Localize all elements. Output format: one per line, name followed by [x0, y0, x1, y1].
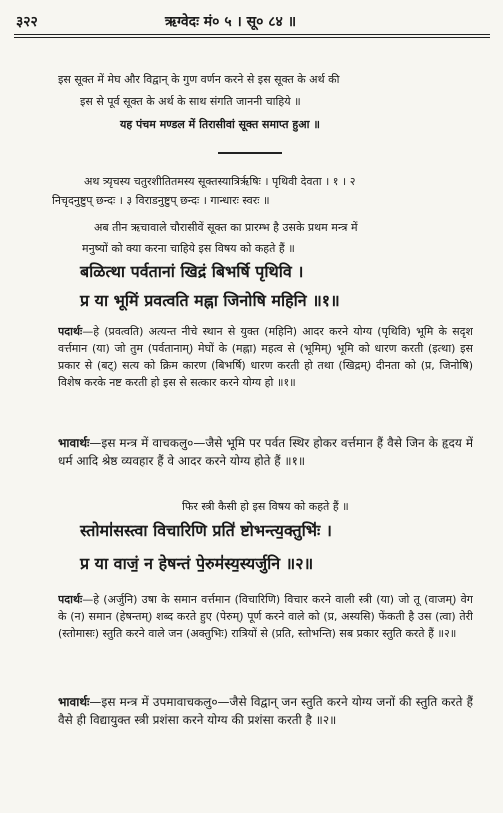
verse-1-line-1: बळित्था पर्वतानां खिद्रं बिभर्षि पृथिवि । — [80, 262, 304, 281]
mantra-header-line-2: निचृदनुष्टुप् छन्दः । ३ विराडनुष्टुप् छन्दः । गान्धारः स्वरः ॥ — [52, 194, 270, 207]
section-divider — [218, 152, 282, 154]
header-rule-bottom — [14, 37, 490, 38]
sukta-end-note: यह पंचम मण्डल में तिरासीवां सूक्त समाप्त हुआ ॥ — [120, 118, 320, 131]
verse-2-line-2: प्र या वाजं॒ न हेषन्तं पे॒रुम॑स्य॒स्यर्जुनि ॥२॥ — [80, 554, 314, 573]
intro-line-2: इस से पूर्व सूक्त के अर्थ के साथ संगति जाननी चाहिये ॥ — [80, 95, 301, 108]
header-rule-top — [14, 34, 490, 35]
prelude-line-1: अब तीन ऋचावाले चौरासीवें सूक्त का प्रारम्भ है उसके प्रथम मन्त्र में — [94, 221, 358, 234]
padartha-1-text: —हे (प्रवत्वति) अत्यन्त नीचे स्थान से युक्त (महिनि) आदर करने योग्य (पृथिवि) भूमि के सदृश वर्त्तमान (या) जो तुम (पर्वतानाम्) मेघों के (मह्ना) महत्व से (भूमिम्) भूमि को धारण करती (इत्था) इस प्रकार से (बट्) सत्य को क्रिम कारण (बिभर्षि) धारण करती हो तथा (खिद्रम्) दीनता को (प्र, जिनोषि) विशेष करके नष्ट करती हो इस से सत्कार करने योग्य हो ॥१॥ — [58, 325, 473, 389]
padartha-2 — [58, 591, 473, 679]
page-number: ३२२ — [16, 14, 38, 30]
intro-line-1: इस सूक्त में मेघ और विद्वान् के गुण वर्णन करने से इस सूक्त के अर्थ की — [58, 73, 340, 86]
bhavartha-1-text: —इस मन्त्र में वाचकलु०—जैसे भूमि पर पर्वत स्थिर होकर वर्त्तमान हैं वैसे जिन के हृदय में धर्म आदि श्रेष्ठ व्यवहार हैं वे आदर करने योग्य होते हैं ॥१॥ — [58, 436, 473, 468]
padartha-1 — [58, 323, 473, 411]
mantra-header-line-1: अथ त्र्यृचस्य चतुरशीतितमस्य सूक्तस्यात्रिर्ऋषिः । पृथिवी देवता । १ । २ — [84, 175, 356, 188]
prelude-2: फिर स्त्री कैसी हो इस विषय को कहते हैं ॥ — [182, 500, 349, 513]
bhavartha-1-label: भावार्थः — [58, 436, 90, 450]
bhavartha-2-text: —इस मन्त्र में उपमावाचकलु०—जैसे विद्वान् जन स्तुति करने योग्य जनों की स्तुति करते हैं वैसे ही विद्यायुक्त स्त्री प्रशंसा करने योग्य की प्रशंसा करती है ॥२॥ — [58, 695, 473, 727]
running-title: ऋग्वेदः मं० ५ । सू० ८४ ॥ — [165, 14, 297, 30]
padartha-2-label: पदार्थः — [58, 593, 83, 606]
prelude-line-2: मनुष्यों को क्या करना चाहिये इस विषय को कहते हैं ॥ — [82, 242, 295, 255]
padartha-1-label: पदार्थः — [58, 325, 83, 338]
bhavartha-2 — [58, 693, 473, 753]
verse-1-line-2: प्र या भूमिं प्रवत्वति मह्ना जिनोषि महिनि ॥१॥ — [80, 291, 340, 310]
verse-2-line-1: स्तोमा॑सस्त्वा विचारिणि प्रति॑ ष्टोभन्त्य॒क्तुभिः॑ । — [80, 521, 332, 540]
bhavartha-1 — [58, 434, 473, 486]
padartha-2-text: —हे (अर्जुनि) उषा के समान वर्त्तमान (विचारिणि) विचार करने वाली स्त्री (या) जो तू (वाजम्) वेग के (न) समान (हेषन्तम्) शब्द करते हुए (पेरुम्) पूर्ण करने वाले को (प्र, अस्यसि) फेंकती है उस (त्वा) तेरी (स्तोमासः) स्तुति करने वाले जन (अक्तुभिः) रात्रियों से (प्रति, स्तोभन्ति) सब प्रकार स्तुति करते हैं ॥२॥ — [58, 593, 473, 640]
bhavartha-2-label: भावार्थः — [58, 695, 90, 709]
